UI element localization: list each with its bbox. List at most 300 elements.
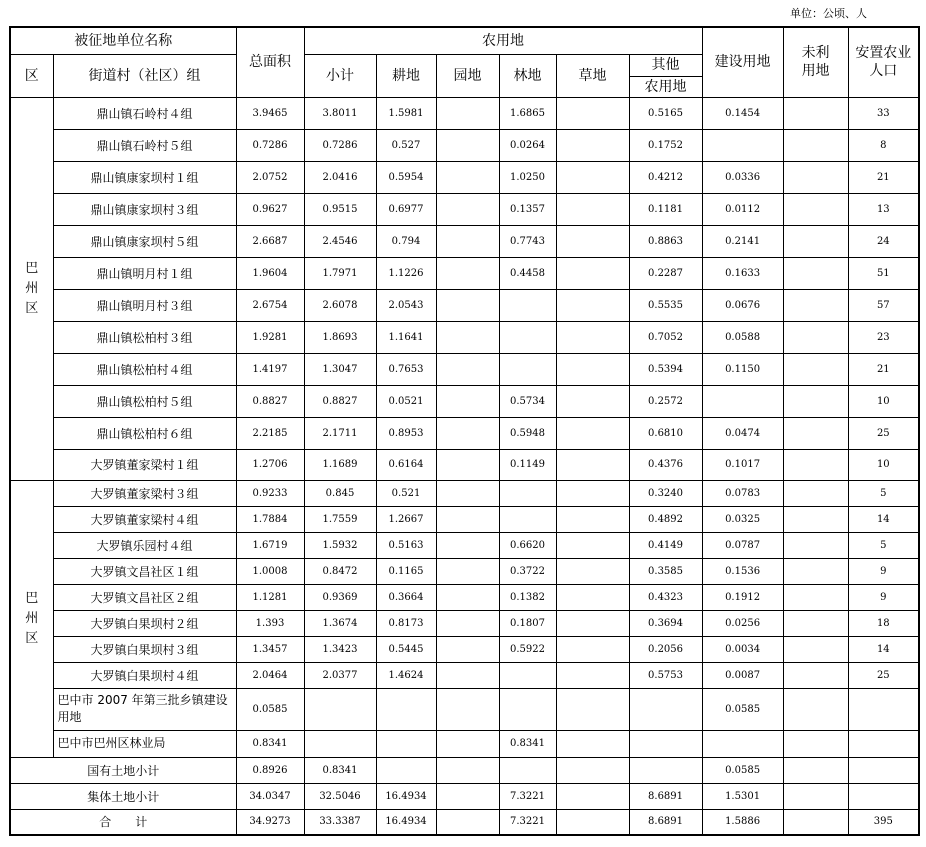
cell-forest: 0.0264 bbox=[499, 129, 556, 161]
cell-subtotal: 0.7286 bbox=[304, 129, 376, 161]
header-forest: 林地 bbox=[499, 54, 556, 97]
cell-cultivated: 0.5163 bbox=[376, 532, 436, 558]
cell-total: 0.8341 bbox=[236, 730, 304, 757]
cell-population: 5 bbox=[848, 532, 919, 558]
table-row bbox=[10, 610, 919, 636]
cell-subtotal: 1.3423 bbox=[304, 636, 376, 662]
cell-construction: 0.0787 bbox=[702, 532, 783, 558]
table-row bbox=[10, 193, 919, 225]
cell-construction: 0.1536 bbox=[702, 558, 783, 584]
cell-cultivated: 0.8173 bbox=[376, 610, 436, 636]
cell-grass bbox=[556, 353, 629, 385]
cell-garden bbox=[436, 321, 499, 353]
cell-forest: 0.5922 bbox=[499, 636, 556, 662]
village-name: 鼎山镇康家坝村３组 bbox=[53, 193, 236, 225]
cell-population: 21 bbox=[848, 161, 919, 193]
summary-label: 国有土地小计 bbox=[10, 757, 236, 783]
cell-construction: 0.0474 bbox=[702, 417, 783, 449]
cell-subtotal: 1.5932 bbox=[304, 532, 376, 558]
table-row bbox=[10, 385, 919, 417]
village-name: 鼎山镇明月村３组 bbox=[53, 289, 236, 321]
cell-total: 1.9281 bbox=[236, 321, 304, 353]
cell-construction: 0.0087 bbox=[702, 662, 783, 688]
cell-total: 1.393 bbox=[236, 610, 304, 636]
cell-forest bbox=[499, 480, 556, 506]
header-unit-name: 被征地单位名称 bbox=[10, 27, 236, 54]
cell-forest: 0.1382 bbox=[499, 584, 556, 610]
cell-grass bbox=[556, 129, 629, 161]
cell-forest bbox=[499, 353, 556, 385]
cell-other bbox=[629, 688, 702, 730]
cell-other: 0.3240 bbox=[629, 480, 702, 506]
cell-unused bbox=[783, 161, 848, 193]
header-resettle: 安置农业人口 bbox=[848, 27, 919, 97]
cell-construction: 0.0325 bbox=[702, 506, 783, 532]
cell-total: 1.6719 bbox=[236, 532, 304, 558]
cell-grass bbox=[556, 757, 629, 783]
cell-forest: 0.6620 bbox=[499, 532, 556, 558]
table-row bbox=[10, 353, 919, 385]
table-row bbox=[10, 129, 919, 161]
cell-population: 24 bbox=[848, 225, 919, 257]
cell-other: 0.5394 bbox=[629, 353, 702, 385]
cell-other: 0.1752 bbox=[629, 129, 702, 161]
cell-unused bbox=[783, 129, 848, 161]
cell-forest bbox=[499, 757, 556, 783]
cell-population: 10 bbox=[848, 449, 919, 480]
cell-unused bbox=[783, 558, 848, 584]
cell-unused bbox=[783, 449, 848, 480]
cell-population: 25 bbox=[848, 662, 919, 688]
cell-total: 2.2185 bbox=[236, 417, 304, 449]
cell-grass bbox=[556, 417, 629, 449]
cell-total: 0.7286 bbox=[236, 129, 304, 161]
village-name: 大罗镇文昌社区１组 bbox=[53, 558, 236, 584]
cell-subtotal: 32.5046 bbox=[304, 783, 376, 809]
cell-forest: 0.5948 bbox=[499, 417, 556, 449]
cell-garden bbox=[436, 662, 499, 688]
cell-garden bbox=[436, 97, 499, 129]
cell-population: 18 bbox=[848, 610, 919, 636]
cell-cultivated bbox=[376, 757, 436, 783]
cell-total: 2.6687 bbox=[236, 225, 304, 257]
cell-construction: 0.0034 bbox=[702, 636, 783, 662]
cell-construction: 0.0676 bbox=[702, 289, 783, 321]
cell-population: 10 bbox=[848, 385, 919, 417]
cell-unused bbox=[783, 584, 848, 610]
cell-subtotal: 2.0416 bbox=[304, 161, 376, 193]
cell-other: 0.2287 bbox=[629, 257, 702, 289]
cell-population bbox=[848, 757, 919, 783]
cell-other: 0.4149 bbox=[629, 532, 702, 558]
cell-cultivated: 0.5954 bbox=[376, 161, 436, 193]
cell-grass bbox=[556, 783, 629, 809]
cell-unused bbox=[783, 480, 848, 506]
header-other-agri bbox=[629, 54, 702, 97]
table-row bbox=[10, 688, 919, 730]
cell-construction: 0.2141 bbox=[702, 225, 783, 257]
summary-row bbox=[10, 783, 919, 809]
cell-grass bbox=[556, 558, 629, 584]
cell-unused bbox=[783, 688, 848, 730]
cell-population bbox=[848, 783, 919, 809]
cell-other: 0.6810 bbox=[629, 417, 702, 449]
village-name: 大罗镇白果坝村２组 bbox=[53, 610, 236, 636]
cell-construction bbox=[702, 129, 783, 161]
cell-cultivated: 0.527 bbox=[376, 129, 436, 161]
cell-subtotal: 0.8827 bbox=[304, 385, 376, 417]
cell-cultivated: 0.6164 bbox=[376, 449, 436, 480]
village-name: 大罗镇白果坝村３组 bbox=[53, 636, 236, 662]
table-row bbox=[10, 289, 919, 321]
header-subtotal: 小计 bbox=[304, 54, 376, 97]
cell-total: 1.3457 bbox=[236, 636, 304, 662]
cell-total: 34.9273 bbox=[236, 809, 304, 835]
cell-total: 1.7884 bbox=[236, 506, 304, 532]
cell-garden bbox=[436, 353, 499, 385]
cell-grass bbox=[556, 506, 629, 532]
cell-unused bbox=[783, 636, 848, 662]
cell-subtotal: 1.3047 bbox=[304, 353, 376, 385]
cell-population: 25 bbox=[848, 417, 919, 449]
header-cultivated: 耕地 bbox=[376, 54, 436, 97]
total-row bbox=[10, 809, 919, 835]
cell-unused bbox=[783, 257, 848, 289]
cell-other: 0.8863 bbox=[629, 225, 702, 257]
header-agri-land: 农用地 bbox=[304, 27, 702, 54]
cell-construction: 0.0783 bbox=[702, 480, 783, 506]
land-requisition-table bbox=[9, 26, 920, 836]
cell-unused bbox=[783, 809, 848, 835]
cell-construction: 0.0588 bbox=[702, 321, 783, 353]
header-other-agri-line1: 其他 bbox=[630, 55, 702, 77]
cell-population: 57 bbox=[848, 289, 919, 321]
cell-cultivated: 1.5981 bbox=[376, 97, 436, 129]
cell-garden bbox=[436, 532, 499, 558]
cell-forest: 0.8341 bbox=[499, 730, 556, 757]
cell-garden bbox=[436, 783, 499, 809]
table-row bbox=[10, 636, 919, 662]
cell-grass bbox=[556, 809, 629, 835]
cell-forest: 0.5734 bbox=[499, 385, 556, 417]
cell-construction: 0.0585 bbox=[702, 688, 783, 730]
village-name: 大罗镇白果坝村４组 bbox=[53, 662, 236, 688]
cell-garden bbox=[436, 757, 499, 783]
cell-unused bbox=[783, 783, 848, 809]
table-row bbox=[10, 558, 919, 584]
cell-forest: 7.3221 bbox=[499, 809, 556, 835]
cell-construction: 0.0585 bbox=[702, 757, 783, 783]
cell-garden bbox=[436, 417, 499, 449]
cell-population: 13 bbox=[848, 193, 919, 225]
table-body bbox=[10, 97, 919, 835]
cell-unused bbox=[783, 353, 848, 385]
cell-construction: 1.5301 bbox=[702, 783, 783, 809]
cell-population bbox=[848, 730, 919, 757]
cell-unused bbox=[783, 506, 848, 532]
cell-grass bbox=[556, 480, 629, 506]
cell-grass bbox=[556, 225, 629, 257]
cell-other: 0.5535 bbox=[629, 289, 702, 321]
cell-other: 8.6891 bbox=[629, 809, 702, 835]
table-row bbox=[10, 161, 919, 193]
cell-construction: 0.1633 bbox=[702, 257, 783, 289]
cell-subtotal: 1.8693 bbox=[304, 321, 376, 353]
cell-total: 0.8926 bbox=[236, 757, 304, 783]
cell-forest: 0.1149 bbox=[499, 449, 556, 480]
cell-cultivated: 0.7653 bbox=[376, 353, 436, 385]
cell-unused bbox=[783, 757, 848, 783]
district-cell bbox=[10, 480, 53, 757]
cell-total: 1.1281 bbox=[236, 584, 304, 610]
cell-construction: 0.1912 bbox=[702, 584, 783, 610]
cell-forest: 0.4458 bbox=[499, 257, 556, 289]
village-name: 大罗镇文昌社区２组 bbox=[53, 584, 236, 610]
cell-subtotal: 0.8472 bbox=[304, 558, 376, 584]
header-district: 区 bbox=[10, 54, 53, 97]
cell-cultivated: 2.0543 bbox=[376, 289, 436, 321]
village-name: 鼎山镇石岭村５组 bbox=[53, 129, 236, 161]
village-name: 巴中市 2007 年第三批乡镇建设用地 bbox=[53, 688, 236, 730]
cell-grass bbox=[556, 193, 629, 225]
cell-population: 21 bbox=[848, 353, 919, 385]
cell-cultivated bbox=[376, 730, 436, 757]
cell-construction: 0.0256 bbox=[702, 610, 783, 636]
cell-construction bbox=[702, 385, 783, 417]
table-row bbox=[10, 584, 919, 610]
village-name: 大罗镇董家梁村３组 bbox=[53, 480, 236, 506]
cell-other: 0.1181 bbox=[629, 193, 702, 225]
cell-population: 9 bbox=[848, 558, 919, 584]
summary-label: 集体土地小计 bbox=[10, 783, 236, 809]
table-row bbox=[10, 532, 919, 558]
cell-grass bbox=[556, 449, 629, 480]
cell-other: 0.3585 bbox=[629, 558, 702, 584]
cell-garden bbox=[436, 636, 499, 662]
cell-grass bbox=[556, 289, 629, 321]
cell-other: 8.6891 bbox=[629, 783, 702, 809]
village-name: 大罗镇董家梁村１组 bbox=[53, 449, 236, 480]
cell-grass bbox=[556, 662, 629, 688]
cell-grass bbox=[556, 97, 629, 129]
header-other-agri-line2: 农用地 bbox=[644, 78, 687, 95]
cell-subtotal: 1.1689 bbox=[304, 449, 376, 480]
cell-garden bbox=[436, 809, 499, 835]
cell-subtotal bbox=[304, 730, 376, 757]
village-name: 大罗镇乐园村４组 bbox=[53, 532, 236, 558]
cell-subtotal: 1.7559 bbox=[304, 506, 376, 532]
table-row bbox=[10, 97, 919, 129]
cell-population: 33 bbox=[848, 97, 919, 129]
cell-garden bbox=[436, 289, 499, 321]
cell-cultivated: 0.5445 bbox=[376, 636, 436, 662]
cell-construction: 0.1017 bbox=[702, 449, 783, 480]
cell-population: 51 bbox=[848, 257, 919, 289]
district-label: 巴州区 bbox=[25, 260, 39, 316]
cell-cultivated: 0.521 bbox=[376, 480, 436, 506]
cell-total: 0.8827 bbox=[236, 385, 304, 417]
cell-grass bbox=[556, 385, 629, 417]
cell-subtotal: 1.7971 bbox=[304, 257, 376, 289]
header-total-area: 总面积 bbox=[236, 27, 304, 97]
cell-population: 395 bbox=[848, 809, 919, 835]
village-name: 鼎山镇石岭村４组 bbox=[53, 97, 236, 129]
cell-forest bbox=[499, 662, 556, 688]
cell-population: 8 bbox=[848, 129, 919, 161]
table-row bbox=[10, 449, 919, 480]
cell-other: 0.2572 bbox=[629, 385, 702, 417]
cell-construction bbox=[702, 730, 783, 757]
cell-total: 0.0585 bbox=[236, 688, 304, 730]
cell-garden bbox=[436, 558, 499, 584]
cell-grass bbox=[556, 532, 629, 558]
header-village: 街道村（社区）组 bbox=[53, 54, 236, 97]
cell-other bbox=[629, 757, 702, 783]
cell-subtotal: 2.1711 bbox=[304, 417, 376, 449]
cell-population: 14 bbox=[848, 636, 919, 662]
cell-cultivated: 1.1226 bbox=[376, 257, 436, 289]
cell-cultivated: 0.3664 bbox=[376, 584, 436, 610]
summary-label: 合 计 bbox=[10, 809, 236, 835]
cell-garden bbox=[436, 506, 499, 532]
cell-total: 2.0464 bbox=[236, 662, 304, 688]
cell-cultivated bbox=[376, 688, 436, 730]
cell-cultivated: 0.8953 bbox=[376, 417, 436, 449]
cell-unused bbox=[783, 532, 848, 558]
village-name: 鼎山镇松柏村６组 bbox=[53, 417, 236, 449]
cell-subtotal: 2.0377 bbox=[304, 662, 376, 688]
cell-garden bbox=[436, 584, 499, 610]
district-label: 巴州区 bbox=[25, 590, 39, 646]
cell-other bbox=[629, 730, 702, 757]
cell-cultivated: 16.4934 bbox=[376, 809, 436, 835]
cell-unused bbox=[783, 97, 848, 129]
table-row bbox=[10, 225, 919, 257]
cell-unused bbox=[783, 385, 848, 417]
village-name: 巴中市巴州区林业局 bbox=[53, 730, 236, 757]
cell-grass bbox=[556, 610, 629, 636]
cell-population: 5 bbox=[848, 480, 919, 506]
cell-unused bbox=[783, 662, 848, 688]
cell-cultivated: 16.4934 bbox=[376, 783, 436, 809]
cell-cultivated: 0.1165 bbox=[376, 558, 436, 584]
cell-forest: 0.1807 bbox=[499, 610, 556, 636]
cell-subtotal: 3.8011 bbox=[304, 97, 376, 129]
cell-forest: 1.0250 bbox=[499, 161, 556, 193]
village-name: 鼎山镇康家坝村１组 bbox=[53, 161, 236, 193]
cell-garden bbox=[436, 610, 499, 636]
cell-grass bbox=[556, 688, 629, 730]
cell-grass bbox=[556, 636, 629, 662]
cell-grass bbox=[556, 730, 629, 757]
header-construction: 建设用地 bbox=[702, 27, 783, 97]
cell-unused bbox=[783, 321, 848, 353]
cell-garden bbox=[436, 129, 499, 161]
header-garden: 园地 bbox=[436, 54, 499, 97]
cell-cultivated: 1.2667 bbox=[376, 506, 436, 532]
cell-subtotal: 0.9515 bbox=[304, 193, 376, 225]
cell-garden bbox=[436, 449, 499, 480]
village-name: 鼎山镇松柏村５组 bbox=[53, 385, 236, 417]
cell-grass bbox=[556, 161, 629, 193]
cell-subtotal: 0.8341 bbox=[304, 757, 376, 783]
table-row bbox=[10, 417, 919, 449]
cell-grass bbox=[556, 257, 629, 289]
cell-cultivated: 0.794 bbox=[376, 225, 436, 257]
cell-unused bbox=[783, 610, 848, 636]
cell-subtotal: 2.4546 bbox=[304, 225, 376, 257]
cell-unused bbox=[783, 730, 848, 757]
cell-total: 1.0008 bbox=[236, 558, 304, 584]
cell-garden bbox=[436, 193, 499, 225]
cell-cultivated: 0.0521 bbox=[376, 385, 436, 417]
cell-total: 0.9233 bbox=[236, 480, 304, 506]
cell-subtotal: 0.9369 bbox=[304, 584, 376, 610]
district-cell bbox=[10, 97, 53, 480]
cell-garden bbox=[436, 257, 499, 289]
cell-subtotal: 33.3387 bbox=[304, 809, 376, 835]
cell-forest: 7.3221 bbox=[499, 783, 556, 809]
cell-population: 9 bbox=[848, 584, 919, 610]
table-row bbox=[10, 662, 919, 688]
cell-garden bbox=[436, 480, 499, 506]
cell-total: 0.9627 bbox=[236, 193, 304, 225]
cell-grass bbox=[556, 584, 629, 610]
cell-subtotal: 0.845 bbox=[304, 480, 376, 506]
table-row bbox=[10, 480, 919, 506]
cell-forest: 0.3722 bbox=[499, 558, 556, 584]
cell-cultivated: 1.1641 bbox=[376, 321, 436, 353]
cell-total: 2.0752 bbox=[236, 161, 304, 193]
cell-subtotal: 2.6078 bbox=[304, 289, 376, 321]
cell-other: 0.7052 bbox=[629, 321, 702, 353]
cell-garden bbox=[436, 385, 499, 417]
cell-cultivated: 1.4624 bbox=[376, 662, 436, 688]
header-unused: 未利用地 bbox=[783, 27, 848, 97]
cell-cultivated: 0.6977 bbox=[376, 193, 436, 225]
header-grass: 草地 bbox=[556, 54, 629, 97]
cell-unused bbox=[783, 417, 848, 449]
cell-total: 34.0347 bbox=[236, 783, 304, 809]
cell-other: 0.4892 bbox=[629, 506, 702, 532]
cell-construction: 0.0336 bbox=[702, 161, 783, 193]
cell-forest bbox=[499, 506, 556, 532]
cell-other: 0.4212 bbox=[629, 161, 702, 193]
cell-total: 1.9604 bbox=[236, 257, 304, 289]
cell-forest bbox=[499, 688, 556, 730]
cell-garden bbox=[436, 225, 499, 257]
cell-garden bbox=[436, 161, 499, 193]
cell-grass bbox=[556, 321, 629, 353]
cell-total: 3.9465 bbox=[236, 97, 304, 129]
table-row bbox=[10, 730, 919, 757]
cell-construction: 0.1454 bbox=[702, 97, 783, 129]
cell-forest: 0.1357 bbox=[499, 193, 556, 225]
table-row bbox=[10, 257, 919, 289]
cell-construction: 1.5886 bbox=[702, 809, 783, 835]
cell-forest bbox=[499, 321, 556, 353]
cell-forest bbox=[499, 289, 556, 321]
cell-population bbox=[848, 688, 919, 730]
summary-row bbox=[10, 757, 919, 783]
cell-other: 0.4376 bbox=[629, 449, 702, 480]
cell-population: 14 bbox=[848, 506, 919, 532]
village-name: 鼎山镇明月村１组 bbox=[53, 257, 236, 289]
cell-forest: 0.7743 bbox=[499, 225, 556, 257]
cell-other: 0.5753 bbox=[629, 662, 702, 688]
village-name: 鼎山镇康家坝村５组 bbox=[53, 225, 236, 257]
cell-garden bbox=[436, 688, 499, 730]
